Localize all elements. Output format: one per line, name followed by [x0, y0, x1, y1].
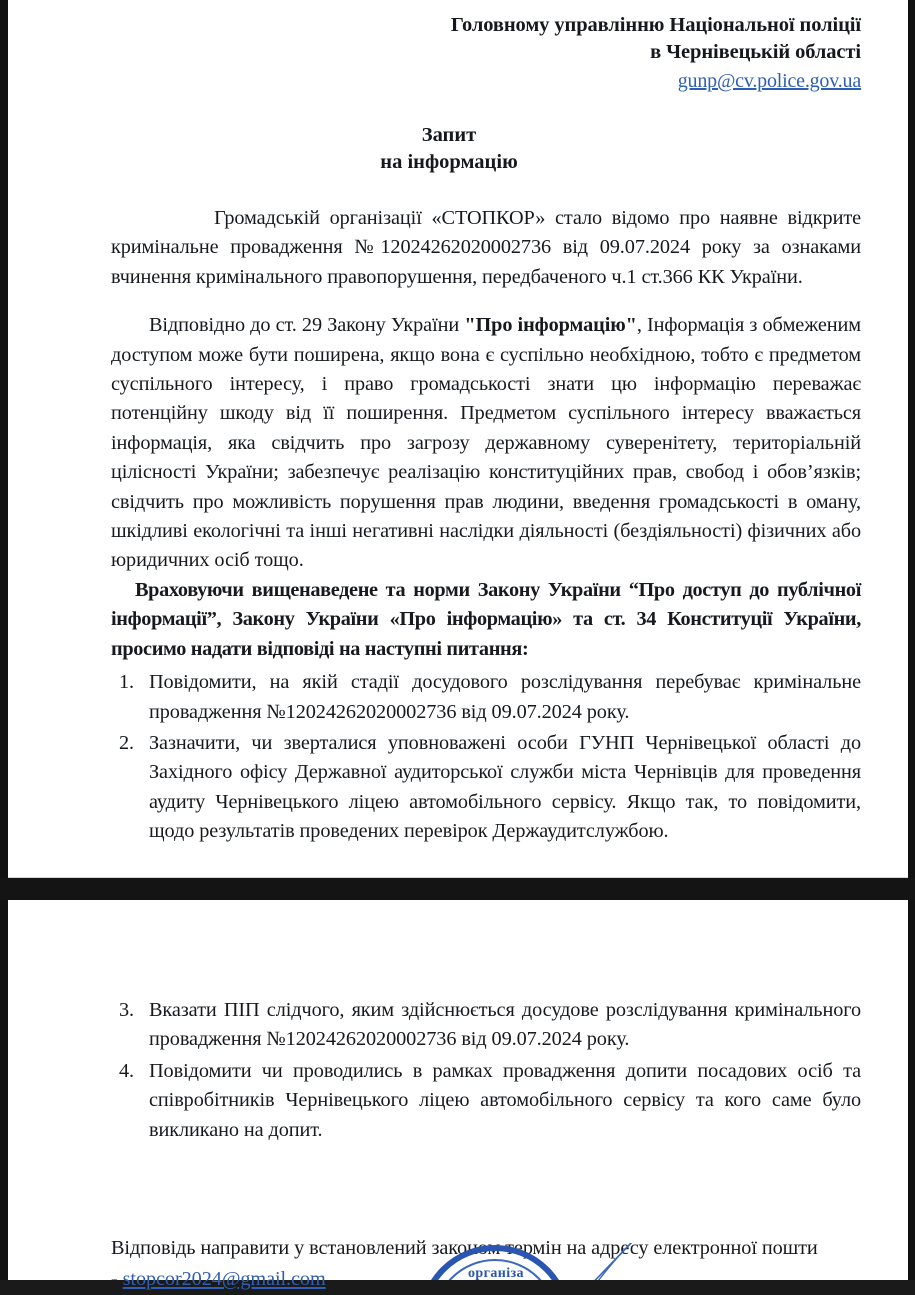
document-page-1	[8, 0, 908, 878]
stamp-text: організа	[468, 1266, 524, 1280]
question-item-1: Повідомити, на якій стадії досудового розслідування перебуває кримінальне провадження №12024262020002736 від 09.07.2024 року.	[149, 671, 861, 723]
page-title-line-2: на інформацію	[380, 151, 518, 173]
page-2-spacer	[111, 1145, 861, 1233]
addressee-block	[111, 0, 861, 96]
scan-right-edge	[908, 0, 915, 1280]
scan-left-edge	[0, 0, 8, 1280]
questions-list-page-2	[111, 996, 861, 1145]
question-item-3: Вказати ПІП слідчого, яким здійснюється досудове розслідування кримінального провадження №12024262020002736 від 09.07.2024 року.	[149, 999, 861, 1051]
page-title-line-1: Запит	[421, 124, 477, 146]
paragraph-legal-basis-part-1: Відповідно до ст. 29 Закону України	[149, 314, 465, 337]
closing-dash: -	[111, 1268, 123, 1291]
page-title	[111, 122, 861, 176]
law-name-information: "Про інформацію"	[464, 314, 637, 337]
question-item-4: Повідомити чи проводились в рамках провадження допити посадових осіб та співробітників Чернівецького ліцею автомобільного сервісу та кого саме було викликано на допит.	[149, 1059, 861, 1141]
page-2-top-margin	[111, 900, 861, 992]
paragraph-legal-basis	[111, 311, 861, 576]
question-item-2: Зазначити, чи зверталися уповноважені особи ГУНП Чернівецької області до Західного офісу Державної аудиторської служби міста Чернівців для проведення аудиту Чернівецького ліцею автомобільного сервісу. Якщо так, то повідомити, щодо результатів проведених перевірок Держаудитслужбою.	[149, 731, 861, 843]
addressee-email-link[interactable]: gunp@cv.police.gov.ua	[677, 70, 861, 92]
questions-list-page-1	[111, 668, 861, 846]
paragraph-request-preamble: Враховуючи вищенаведене та норми Закону України “Про доступ до публічної інформації”, Закону України «Про інформацію» та ст. 34 Конституції України, просимо надати відповіді на наступні питання:	[111, 578, 861, 660]
addressee-line-2: в Чернівецькій області	[650, 41, 861, 63]
closing-paragraph	[111, 1233, 861, 1295]
paragraph-legal-basis-part-2: , Інформація з обмеженим доступом може бути поширена, якщо вона є суспільно необхідною, тобто є предметом суспільного інтересу, і право громадськості знати цю інформацію переважає потенційну шкоду від її поширення. Предметом суспільного інтересу вважається інформація, яка свідчить про загрозу державному суверенітету, територіальній цілісності України; забезпечує реалізацію конституційних прав, свобод і обов’язків; свідчить про можливість порушення прав людини, введення громадськості в оману, шкідливі екологічні та інші негативні наслідки діяльності (бездіяльності) фізичних або юридичних осіб тощо.	[111, 314, 861, 572]
reply-email-link[interactable]: stopcor2024@gmail.com	[122, 1268, 326, 1291]
page-separator-bar	[0, 878, 915, 900]
document-page-2	[8, 900, 908, 1291]
addressee-line-1: Головному управлінню Національної поліції	[450, 14, 861, 36]
paragraph-intro: Громадській організації «СТОПКОР» стало відомо про наявне відкрите кримінальне провадження №12024262020002736 від 09.07.2024 року за ознаками вчинення кримінального правопорушення, передбаченого ч.1 ст.366 КК України.	[111, 207, 861, 288]
closing-text: Відповідь направити у встановлений законом термін на адресу електронної пошти	[111, 1237, 818, 1260]
